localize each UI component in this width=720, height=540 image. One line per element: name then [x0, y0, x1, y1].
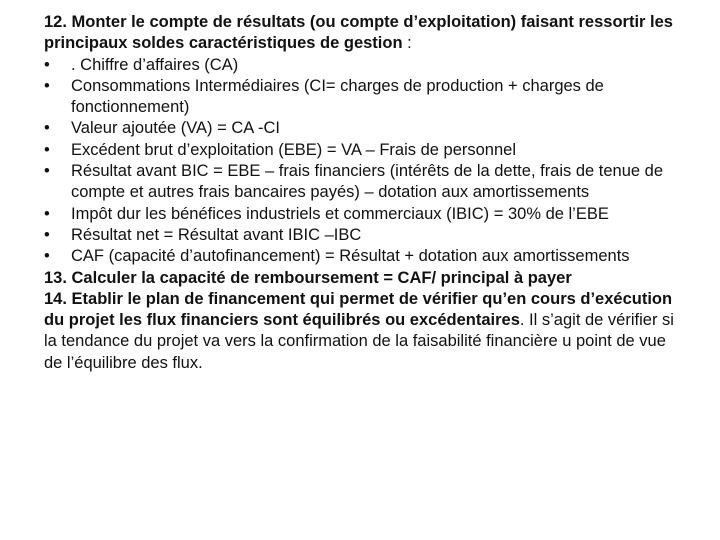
section-12-bullet-list [44, 55, 684, 268]
section-14 [44, 289, 684, 374]
list-item-text: CAF (capacité d’autofinancement) = Résultat + dotation aux amortissements [71, 247, 630, 266]
bullet-icon: • [44, 162, 50, 181]
list-item [44, 55, 684, 76]
list-item-text: Consommations Intermédiaires (CI= charges de production + charges de fonctionnement) [71, 76, 604, 117]
list-item-text: Valeur ajoutée (VA) = CA -CI [71, 119, 280, 138]
section-12-suffix: : [402, 34, 412, 53]
list-item [44, 76, 684, 119]
section-12 [44, 12, 684, 55]
list-item-text: Résultat net = Résultat avant IBIC –IBC [71, 225, 362, 244]
list-item-text: Résultat avant BIC = EBE – frais financiers (intérêts de la dette, frais de tenue de compte et autres frais bancaires payés) – dotation aux amortissements [71, 162, 664, 202]
list-item [44, 140, 684, 161]
list-item [44, 118, 684, 139]
section-12-heading: 12. Monter le compte de résultats (ou compte d’exploitation) faisant ressortir les principaux soldes caractéristiques de gestion [44, 13, 673, 53]
list-item [44, 225, 684, 246]
bullet-icon: • [44, 225, 50, 244]
section-14-text: . Il s’agit de vérifier si la tendance du projet va vers la confirmation de la faisabilité financière u point de vue de l’équilibre des flux. [44, 311, 674, 372]
list-item [44, 246, 684, 267]
bullet-icon: • [44, 119, 50, 138]
bullet-icon: • [44, 247, 50, 266]
bullet-icon: • [44, 76, 50, 95]
section-14-heading: 14. Etablir le plan de financement qui permet de vérifier qu’en cours d’exécution du projet les flux financiers sont équilibrés ou excédentaires [44, 289, 673, 330]
list-item [44, 204, 684, 225]
list-item-text: Excédent brut d’exploitation (EBE) = VA – Frais de personnel [71, 140, 516, 159]
list-item-text: Impôt dur les bénéfices industriels et commerciaux (IBIC) = 30% de l’EBE [71, 204, 609, 223]
bullet-icon: • [44, 55, 50, 74]
bullet-icon: • [44, 204, 50, 223]
list-item [44, 161, 684, 204]
slide-content [44, 12, 684, 374]
section-13-heading: 13. Calculer la capacité de remboursement = CAF/ principal à payer [44, 268, 572, 287]
list-item-text: . Chiffre d’affaires (CA) [71, 55, 239, 74]
bullet-icon: • [44, 140, 50, 159]
